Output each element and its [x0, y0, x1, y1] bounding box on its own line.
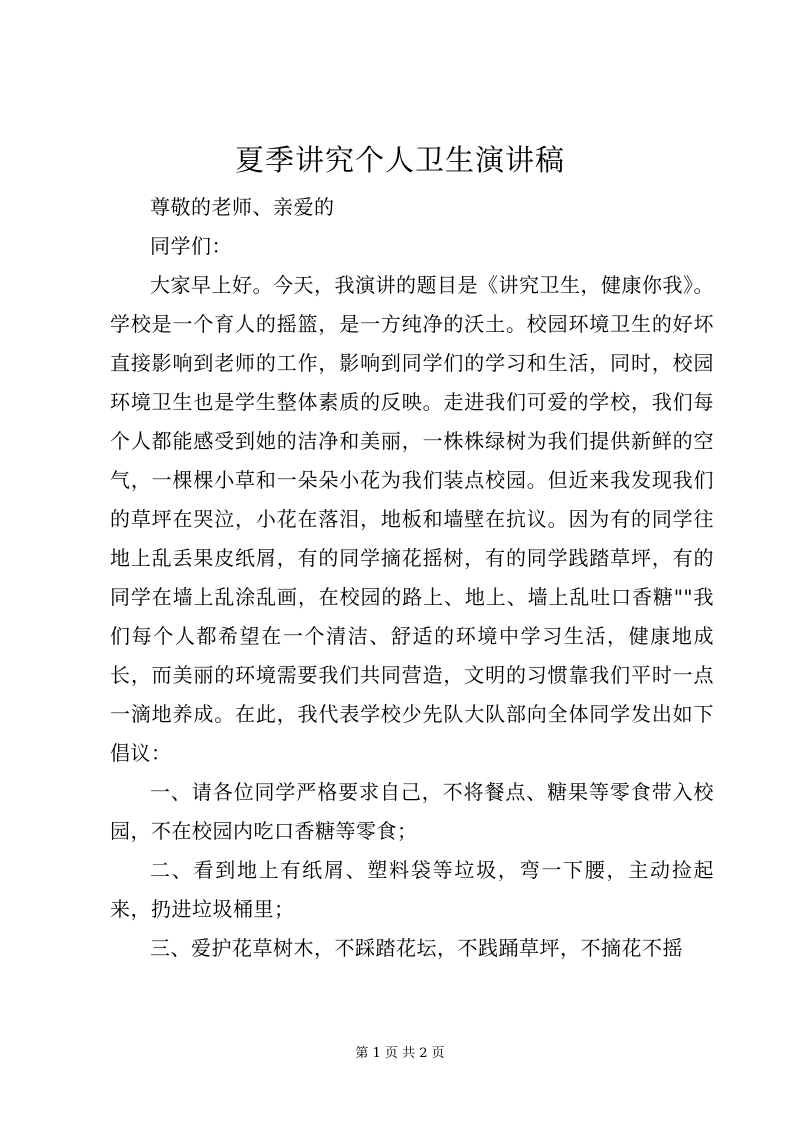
- salutation-line-2: 同学们：: [150, 234, 232, 258]
- paragraph-proposal-3: 三、爱护花草树木，不踩踏花坛，不践踊草坪，不摘花不摇: [150, 936, 683, 960]
- page-number-footer: 第 1 页 共 2 页: [355, 1046, 445, 1061]
- paragraph-intro: 大家早上好。今天，我演讲的题目是《讲究卫生，健康你我》。学校是一个育人的摇篮，是一方纯净的沃土。校园环境卫生的好坏直接影响到老师的工作，影响到同学们的学习和生活，同时，校园环境卫生也是学生整体素质的反映。走进我们可爱的学校，我们每个人都能感受到她的洁净和美丽，一株株绿树为我们提供新鲜的空气，一棵棵小草和一朵朵小花为我们装点校园。但近来我发现我们的草坪在哭泣，小花在落泪，地板和墙壁在抗议。因为有的同学往地上乱丢果皮纸屑，有的同学摘花摇树，有的同学践踏草坪，有的同学在墙上乱涂乱画，在校园的路上、地上、墙上乱吐口香糖""我们每个人都希望在一个清洁、舒适的环境中学习生活，健康地成长，而美丽的环境需要我们共同营造，文明的习惯靠我们平时一点一滴地养成。在此，我代表学校少先队大队部向全体同学发出如下倡议：: [110, 273, 714, 765]
- document-title: 夏季讲究个人卫生演讲稿: [234, 143, 565, 177]
- paragraph-proposal-1: 一、请各位同学严格要求自己，不将餐点、糖果等零食带入校园，不在校园内吃口香糖等零食；: [110, 780, 714, 843]
- document-body: [110, 188, 714, 968]
- paragraph-proposal-2: 二、看到地上有纸屑、塑料袋等垃圾，弯一下腰，主动捡起来，扔进垃圾桶里；: [110, 858, 714, 921]
- salutation-line-1: 尊敬的老师、亲爱的: [150, 195, 335, 219]
